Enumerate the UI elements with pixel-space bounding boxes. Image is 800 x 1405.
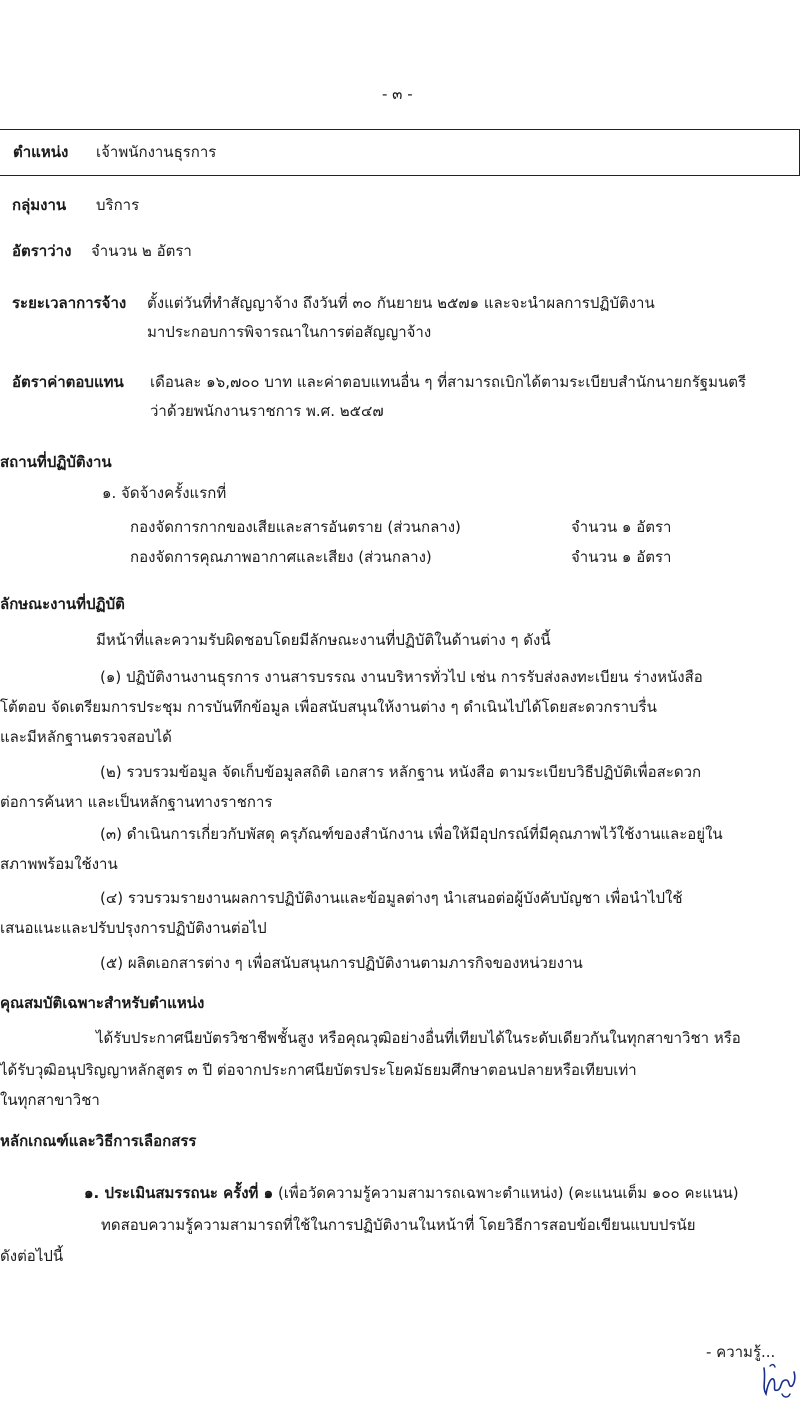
employment-period-text: มาประกอบการพิจารณาในการต่อสัญญาจ้าง: [147, 323, 432, 341]
duties-intro: มีหน้าที่และความรับผิดชอบโดยมีลักษณะงานที่ปฏิบัติในด้านต่าง ๆ ดังนี้: [96, 631, 551, 649]
duty-item-2: ต่อการค้นหา และเป็นหลักฐานทางราชการ: [0, 793, 273, 811]
vacancy-value: จำนวน ๒ อัตรา: [91, 242, 192, 260]
group-label: กลุ่มงาน: [12, 196, 67, 214]
workplace-heading: สถานที่ปฏิบัติงาน: [0, 453, 112, 471]
criteria-item-1-title-bold: ๑. ประเมินสมรรถนะ ครั้งที่ ๑: [84, 1184, 274, 1202]
workplace-unit-count: จำนวน ๑ อัตรา: [571, 518, 672, 536]
criteria-item-1-text: ดังต่อไปนี้: [0, 1247, 64, 1265]
duty-item-3: สภาพพร้อมใช้งาน: [0, 855, 118, 873]
qualifications-heading: คุณสมบัติเฉพาะสำหรับตำแหน่ง: [0, 994, 205, 1012]
duty-item-1: โต้ตอบ จัดเตรียมการประชุม การบันทึกข้อมูล เพื่อสนับสนุนให้งานต่าง ๆ ดำเนินไปได้โดยสะดวกราบรื่น: [0, 698, 657, 716]
qualifications-text: ได้รับวุฒิอนุปริญญาหลักสูตร ๓ ปี ต่อจากประกาศนียบัตรประโยคมัธยมศึกษาตอนปลายหรือเทียบเท่า: [0, 1061, 637, 1079]
workplace-unit-name: กองจัดการกากของเสียและสารอันตราย (ส่วนกลาง): [130, 518, 461, 536]
continue-marker: - ความรู้...: [706, 1343, 776, 1361]
duty-item-2: (๒) รวบรวมข้อมูล จัดเก็บข้อมูลสถิติ เอกสาร หลักฐาน หนังสือ ตามระเบียบวิธีปฏิบัติเพื่อสะดวก: [100, 763, 702, 781]
employment-period-label: ระยะเวลาการจ้าง: [12, 294, 127, 312]
qualifications-text: ได้รับประกาศนียบัตรวิชาชีพชั้นสูง หรือคุณวุฒิอย่างอื่นที่เทียบได้ในระดับเดียวกันในทุกสาขาวิชา หรือ: [96, 1029, 741, 1047]
criteria-item-1-title: [84, 1183, 739, 1203]
duty-item-5: (๕) ผลิตเอกสารต่าง ๆ เพื่อสนับสนุนการปฏิบัติงานตามภารกิจของหน่วยงาน: [100, 954, 583, 972]
duties-heading: ลักษณะงานที่ปฏิบัติ: [0, 595, 125, 613]
compensation-text: ว่าด้วยพนักงานราชการ พ.ศ. ๒๕๔๗: [150, 402, 384, 420]
vacancy-label: อัตราว่าง: [12, 242, 72, 260]
page-number: - ๓ -: [382, 85, 413, 103]
duty-item-1: และมีหลักฐานตรวจสอบได้: [0, 728, 172, 746]
selection-criteria-heading: หลักเกณฑ์และวิธีการเลือกสรร: [0, 1132, 197, 1150]
duty-item-4: เสนอแนะและปรับปรุงการปฏิบัติงานต่อไป: [0, 919, 267, 937]
workplace-first-hire: ๑. จัดจ้างครั้งแรกที่: [102, 484, 227, 502]
duty-item-3: (๓) ดำเนินการเกี่ยวกับพัสดุ ครุภัณฑ์ของสำนักงาน เพื่อให้มีอุปกรณ์ที่มีคุณภาพไว้ใช้งานและอยู่ใน: [100, 825, 723, 843]
criteria-item-1-text: ทดสอบความรู้ความสามารถที่ใช้ในการปฏิบัติงานในหน้าที่ โดยวิธีการสอบข้อเขียนแบบปรนัย: [101, 1216, 696, 1234]
compensation-text: เดือนละ ๑๖,๗๐๐ บาท และค่าตอบแทนอื่น ๆ ที่สามารถเบิกได้ตามระเบียบสำนักนายกรัฐมนตรี: [150, 373, 747, 391]
compensation-label: อัตราค่าตอบแทน: [12, 373, 124, 391]
workplace-unit-name: กองจัดการคุณภาพอากาศและเสียง (ส่วนกลาง): [130, 548, 432, 566]
workplace-unit-count: จำนวน ๑ อัตรา: [571, 548, 672, 566]
position-label: ตำแหน่ง: [13, 143, 69, 161]
signature-image: [758, 1358, 798, 1400]
duty-item-4: (๔) รวบรวมรายงานผลการปฏิบัติงานและข้อมูลต่างๆ นำเสนอต่อผู้บังคับบัญชา เพื่อนำไปใช้: [100, 889, 683, 907]
duty-item-1: (๑) ปฏิบัติงานงานธุรการ งานสารบรรณ งานบริหารทั่วไป เช่น การรับส่งลงทะเบียน ร่างหนังสือ: [100, 668, 703, 686]
position-value: เจ้าพนักงานธุรการ: [96, 143, 217, 161]
group-value: บริการ: [96, 196, 140, 214]
employment-period-text: ตั้งแต่วันที่ทำสัญญาจ้าง ถึงวันที่ ๓๐ กันยายน ๒๕๗๑ และจะนำผลการปฏิบัติงาน: [147, 294, 655, 312]
criteria-item-1-title-rest: (เพื่อวัดความรู้ความสามารถเฉพาะตำแหน่ง) (คะแนนเต็ม ๑๐๐ คะแนน): [273, 1184, 739, 1202]
qualifications-text: ในทุกสาขาวิชา: [0, 1091, 100, 1109]
